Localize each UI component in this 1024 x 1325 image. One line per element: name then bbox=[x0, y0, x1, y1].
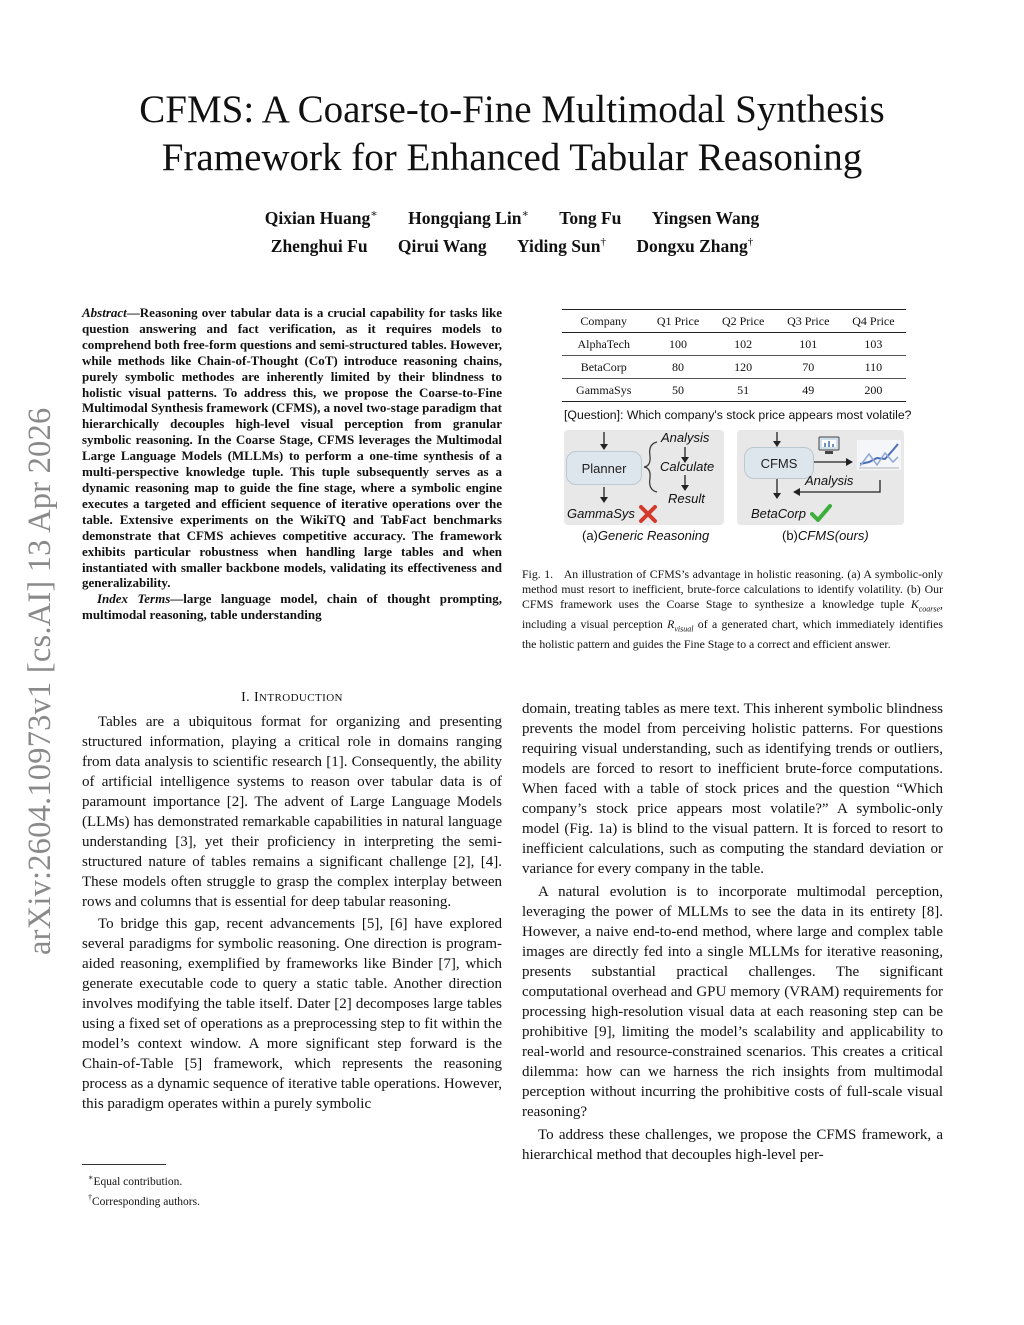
paper-title bbox=[60, 86, 964, 182]
wrong-cross-icon bbox=[638, 504, 658, 524]
column-header: Q3 Price bbox=[787, 313, 830, 328]
table-cell: 102 bbox=[734, 336, 753, 351]
table-row bbox=[562, 379, 906, 402]
index-terms-label: Index Terms bbox=[97, 591, 171, 607]
paragraph: A natural evolution is to incorporate multimodal perception, leveraging the power of MLLMs to see the data in its entirety [8]. However, a naive end-to-end method, where large and complex table images are directly fed into a single MLLMs for iterative reasoning, presents substantial practical challenges. The significant computational overhead and GPU memory (VRAM) requirements for processing high-resolution visual data at each reasoning step can be prohibitive [9], limiting the model’s scalability and applicability to real-world and resource-constrained scenarios. This creates a critical dilemma: how can we harness the rich insights from multimodal perception without incurring the prohibitive costs of full-scale visual reasoning? bbox=[522, 884, 943, 1120]
arxiv-identifier: arXiv:2604.10973v1 [cs.AI] 13 Apr 2026 bbox=[22, 407, 58, 955]
cfms-box: CFMS bbox=[744, 447, 814, 479]
table-cell: 101 bbox=[799, 336, 818, 351]
paragraph: To bridge this gap, recent advancements [5], [6] have explored several paradigms for symbolic reasoning. One direction is program-aided reasoning, exemplified by frameworks like Binder [7], which generate executable code to query a static table. Another direction involves modifying the table itself. Dater [2] decomposes large tables using a fixed set of operations as a preprocessing step to fit within the model’s context window. A more significant step forward is the Chain-of-Table [5] framework, which represents the reasoning process as a dynamic sequence of iterative table operations. However, this paradigm operates within a purely symbolic bbox=[82, 916, 502, 1112]
table-cell: GammaSys bbox=[576, 382, 632, 397]
author: Yiding Sun† bbox=[516, 235, 606, 256]
column-header: Q2 Price bbox=[721, 313, 765, 328]
step-calculate: Calculate bbox=[660, 459, 715, 474]
table-cell: 200 bbox=[864, 382, 883, 397]
table-row bbox=[562, 333, 906, 356]
table-cell: 50 bbox=[672, 382, 684, 397]
author: Hongqiang Lin∗ bbox=[408, 207, 529, 228]
stock-price-table bbox=[562, 309, 906, 402]
cfms-analysis-label: Analysis bbox=[805, 473, 854, 488]
index-terms: Index Terms—large language model, chain of thought prompting, multimodal reasoning, table understanding bbox=[82, 591, 503, 623]
panel-a-label: (a)Generic Reasoning bbox=[582, 528, 710, 543]
abstract-label: Abstract bbox=[82, 305, 127, 320]
generated-chart-icon bbox=[857, 440, 901, 470]
step-analysis: Analysis bbox=[661, 430, 710, 445]
table-cell: 49 bbox=[802, 382, 815, 397]
column-header: Q1 Price bbox=[656, 313, 700, 328]
table-row bbox=[562, 356, 906, 379]
table-cell: 70 bbox=[802, 359, 815, 374]
column-header: Q4 Price bbox=[852, 313, 895, 328]
figure-caption: Fig. 1. An illustration of CFMS’s advantage in holistic reasoning. (a) A symbolic-only method must resort to inefficient, brute-force calculations to identify volatility. (b) Our CFMS framework uses the Coarse Stage to synthesize a knowledge tuple $K_{coarse}$, including a visual perception $R_{visual}$ of a generated chart, which immediately identifies the holistic pattern and guides the Fine Stage to a correct and efficient answer. bbox=[522, 567, 944, 651]
footnote: †Corresponding authors. bbox=[88, 1193, 200, 1209]
abstract-body: Abstract—Reasoning over tabular data is a crucial capability for tasks like question answering and fact verification, as it requires models to comprehend both free-form questions and semi-structured tables. However, while methods like Chain-of-Thought (CoT) introduce reasoning chains, purely symbolic methodes are inherently limited by their blindness to holistic visual patterns. To address this, we propose the Coarse-to-Fine Multimodal Synthesis framework (CFMS), a novel two-stage paradigm that hierarchically decouples high-level visual perception from granular symbolic reasoning. In the Coarse Stage, CFMS leverages the Multimodal Large Language Models (MLLMs) to perform a one-time synthesis of a multi-perspective knowledge tuple. This tuple subsequently serves as a dynamic reasoning map to guide the fine stage, where a symbolic engine executes a targeted and efficient sequence of iterative operations over the table. Extensive experiments on the WikiTQ and TabFact benchmarks demonstrate that CFMS achieves competitive accuracy. The framework exhibits particular robustness when handling large tables and when instantiated with smaller backbone models, validating its effectiveness and generalizability. bbox=[82, 305, 502, 591]
footnotes bbox=[82, 1170, 200, 1211]
author-list bbox=[60, 202, 964, 258]
answer-gammasys: GammaSys bbox=[567, 506, 635, 521]
table-cell: 110 bbox=[864, 359, 883, 374]
table-cell: AlphaTech bbox=[577, 336, 630, 351]
title-line-2: Framework for Enhanced Tabular Reasoning bbox=[161, 136, 863, 179]
left-column-body bbox=[82, 712, 502, 1114]
table-cell: 51 bbox=[737, 382, 750, 397]
planner-box: Planner bbox=[566, 451, 642, 485]
table-cell: 80 bbox=[672, 359, 684, 374]
table-cell: BetaCorp bbox=[580, 359, 627, 374]
footnote-rule bbox=[82, 1164, 166, 1165]
author: Qixian Huang∗ bbox=[264, 207, 378, 228]
table-cell: 103 bbox=[864, 336, 883, 351]
title-line-1: CFMS: A Coarse-to-Fine Multimodal Synthesis bbox=[139, 88, 885, 131]
author-row-2 bbox=[60, 230, 964, 258]
section-heading: I. INTRODUCTION bbox=[241, 690, 343, 705]
author: Tong Fu bbox=[559, 207, 622, 228]
correct-check-icon bbox=[810, 503, 832, 523]
author: Qirui Wang bbox=[397, 235, 487, 256]
abstract bbox=[82, 305, 502, 623]
paragraph: To address these challenges, we propose the CFMS framework, a hierarchical method that decouples high-level per- bbox=[522, 1127, 943, 1163]
author: Yingsen Wang bbox=[651, 207, 760, 228]
column-header: Company bbox=[580, 313, 628, 328]
computer-icon bbox=[818, 436, 840, 456]
paragraph: Tables are a ubiquitous format for organizing and presenting structured information, playing a critical role in domains ranging from data analysis to scientific research [1]. Consequently, the ability of artificial intelligence systems to reason over tabular data is of paramount importance [2]. The advent of Large Language Models (LLMs) has demonstrated remarkable capabilities in natural language understanding [3], yet their proficiency in interpreting the semi-structured nature of tables remains a significant challenge [2], [4]. These models often struggle to grasp the complex interplay between rows and columns that is essential for deep tabular reasoning. bbox=[82, 714, 502, 910]
step-result: Result bbox=[668, 491, 705, 506]
panel-b-label: (b)CFMS(ours) bbox=[782, 528, 869, 543]
paragraph: domain, treating tables as mere text. This inherent symbolic blindness prevents the model from perceiving holistic patterns. For questions requiring visual understanding, such as identifying trends or outliers, models are forced to resort to inefficient brute-force computations. When faced with a table of stock prices and the question “Which company’s stock price appears most volatile?” A symbolic-only model (Fig. 1a) is blind to the visual pattern. It is forced to resort to inefficient calculations, such as computing the standard deviation or variance for every company in the table. bbox=[522, 701, 943, 877]
footnote: ∗Equal contribution. bbox=[88, 1173, 183, 1188]
table-cell: 100 bbox=[669, 336, 687, 351]
author: Dongxu Zhang† bbox=[636, 235, 754, 256]
right-column-body bbox=[522, 699, 943, 1165]
author-row-1 bbox=[60, 202, 964, 230]
figure-question: [Question]: Which company's stock price appears most volatile? bbox=[564, 408, 912, 422]
author: Zhenghui Fu bbox=[270, 235, 368, 256]
table-cell: 120 bbox=[734, 359, 753, 374]
table-header-row bbox=[562, 310, 906, 333]
answer-betacorp: BetaCorp bbox=[751, 506, 806, 521]
